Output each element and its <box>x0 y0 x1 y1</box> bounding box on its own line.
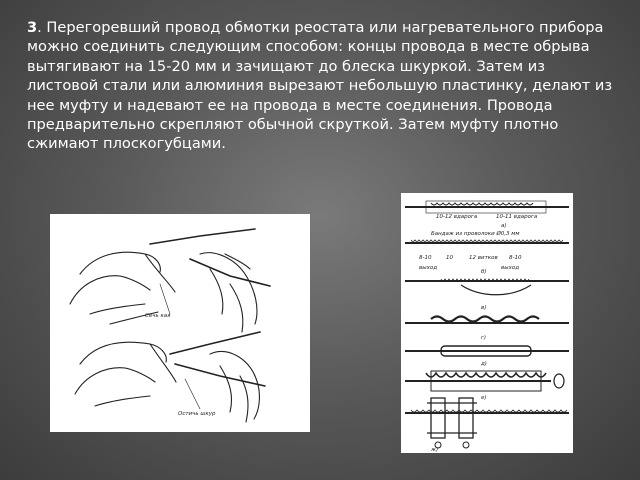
label-e: е) <box>481 395 487 401</box>
label-b-1: 8-10 <box>419 255 432 261</box>
illustration-hands-stripping-wire <box>50 214 310 432</box>
label-a-right: 10-11 вдарога <box>496 214 538 220</box>
label-b-left: выход <box>419 265 438 271</box>
label-b-3: 12 витков <box>469 255 498 261</box>
paragraph-text: . Перегоревший провод обмотки реостата или нагревательного прибора можно соединить следующим способом: концы провода в месте обрыва вытягивают на 15-20 мм и зачищают до блеска шкуркой. Затем из листовой стали или алюминия вырезают небольшую пластинку, делают из нее муфту и надевают ее на провода в месте соединения. Провода предварительно скрепляют обычной скруткой. Затем муфту плотно сжимают плоскогубцами. <box>27 19 613 153</box>
label-v: в) <box>481 305 487 311</box>
paragraph-number: 3 <box>27 19 38 36</box>
hands-drawing <box>50 214 310 432</box>
label-zh: ж) <box>431 447 439 453</box>
illustration-wire-joints <box>401 193 573 453</box>
label-band: Бандаж из проволоки Ø0,3 мм <box>431 231 520 237</box>
instruction-paragraph <box>27 18 617 154</box>
label-a-left: 10-12 вдарога <box>436 214 478 220</box>
label-b-2: 10 <box>446 255 453 261</box>
label-b: б) <box>481 269 487 275</box>
label-a: а) <box>501 223 507 229</box>
label-top: Сечь кая <box>145 313 171 319</box>
label-b-right: выход <box>501 265 520 271</box>
label-d: д) <box>481 361 487 367</box>
label-bottom: Остичь шкур <box>178 411 216 417</box>
label-g: г) <box>481 335 487 341</box>
wire-joints-drawing <box>401 193 573 453</box>
label-b-4: 8-10 <box>509 255 522 261</box>
